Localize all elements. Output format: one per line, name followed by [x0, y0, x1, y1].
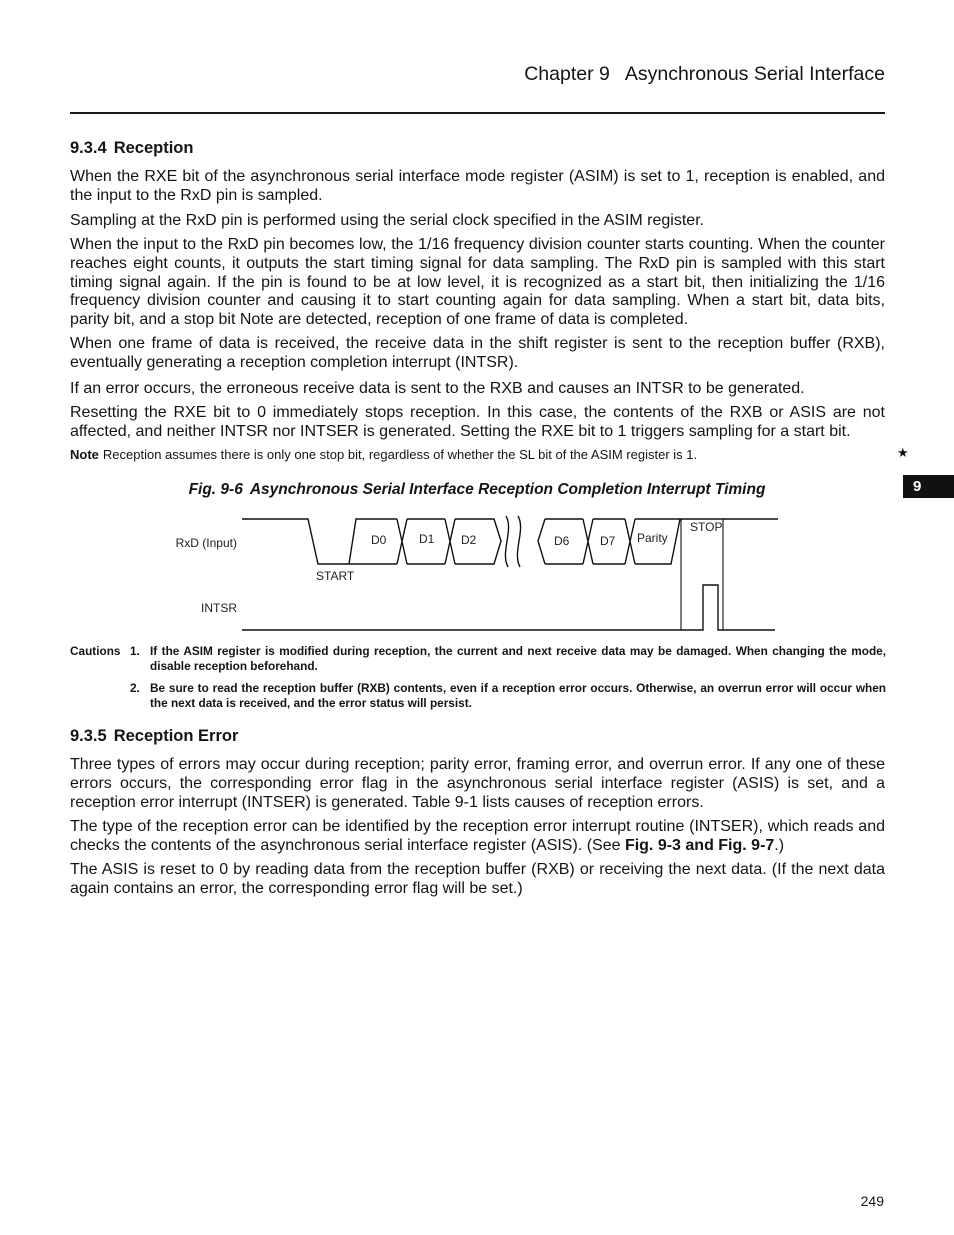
paragraph: When the input to the RxD pin becomes low, the 1/16 frequency division counter starts counting. When the counter reaches eight counts, it outputs the start timing signal for data sampling. The RxD pin is sampled with this start timing signal again. If the pin is found to be at low level, it is recognized as a start bit, then initializing the 1/16 frequency division counter and causing it to start counting again for data sampling. When a start bit, data bits, parity bit, and a stop bit Note are detected, reception of one frame of data is completed. — [70, 236, 885, 329]
section-heading-reception-error — [70, 726, 238, 746]
rxd-transition — [445, 519, 455, 564]
intsr-signal-label: INTSR — [201, 601, 237, 615]
section-number: 9.3.5 — [70, 727, 107, 745]
bit-label-start: START — [316, 569, 355, 583]
chapter-thumb-tab: 9 — [903, 475, 954, 498]
paragraph: When the RXE bit of the asynchronous serial interface mode register (ASIM) is set to 1, reception is enabled, and the input to the RxD pin is sampled. — [70, 168, 885, 204]
section-title: Reception — [113, 139, 194, 157]
cautions-label: Cautions — [70, 644, 121, 658]
paragraph: If an error occurs, the erroneous receive data is sent to the RXB and causes an INTSR to be generated. — [70, 380, 805, 397]
paragraph-text: .) — [774, 836, 785, 854]
caution-number: 1. — [130, 644, 140, 658]
paragraph: The ASIS is reset to 0 by reading data from the reception buffer (RXB) or receiving the next data. (If the next data again contains an error, the corresponding error flag will be set.) — [70, 861, 885, 897]
caution-number: 2. — [130, 681, 140, 695]
figure-title: Asynchronous Serial Interface Reception Completion Interrupt Timing — [249, 481, 766, 498]
paragraph: When one frame of data is received, the receive data in the shift register is sent to the reception buffer (RXB), eventually generating a reception completion interrupt (INTSR). — [70, 335, 885, 371]
paragraph-text: The type of the reception error can be identified by the reception error interrupt routine (INTSER), which reads and checks the contents of the asynchronous serial interface register (ASIS). (See — [70, 818, 885, 854]
figure-caption — [0, 481, 954, 499]
note-text: Reception assumes there is only one stop bit, regardless of whether the SL bit of the ASIM register is 1. — [102, 447, 698, 462]
chapter-number: Chapter 9 — [524, 63, 610, 85]
rxd-transition — [397, 519, 407, 564]
revision-star-icon: ★ — [897, 446, 909, 461]
paragraph: Resetting the RXE bit to 0 immediately stops reception. In this case, the contents of the RXB or ASIS are not affected, and neither INTSR nor INTSER is generated. Setting the RXE bit to 1 triggers sampling for a start bit. — [70, 404, 885, 440]
bit-label-stop: STOP — [690, 520, 723, 534]
bit-label-d7: D7 — [600, 534, 616, 548]
bit-label-parity: Parity — [637, 531, 668, 545]
rxd-transition — [583, 519, 593, 564]
figure-number: Fig. 9-6 — [188, 481, 243, 498]
paragraph — [70, 818, 885, 856]
paragraph: Three types of errors may occur during reception; parity error, framing error, and overrun error. If any one of these errors occurs, the corresponding error flag in the asynchronous serial interface register (ASIS) is set, and a reception error interrupt (INTSER) is generated. Table 9-1 lists causes of reception errors. — [70, 756, 885, 811]
bit-label-d0: D0 — [371, 533, 387, 547]
chapter-title: Asynchronous Serial Interface — [624, 63, 885, 85]
caution-text: Be sure to read the reception buffer (RXB) contents, even if a reception error occurs. Otherwise, an overrun error will occur when the next data is received, and the error status will persist. — [150, 681, 886, 710]
running-header — [524, 62, 885, 86]
caution-text: If the ASIM register is modified during reception, the current and next receive data may be damaged. When changing the mode, disable reception beforehand. — [150, 644, 886, 673]
bit-label-d6: D6 — [554, 534, 570, 548]
section-title: Reception Error — [113, 727, 239, 745]
paragraph: Sampling at the RxD pin is performed using the serial clock specified in the ASIM register. — [70, 212, 705, 229]
section-number: 9.3.4 — [70, 139, 107, 157]
rxd-break-mark — [505, 516, 520, 567]
note-label: Note — [70, 447, 99, 462]
rxd-start-bit — [242, 519, 350, 564]
intsr-pulse — [242, 585, 775, 630]
bit-label-d2: D2 — [461, 533, 477, 547]
bit-label-d1: D1 — [419, 532, 435, 546]
timing-diagram — [160, 500, 790, 645]
note — [70, 447, 697, 463]
header-rule — [70, 112, 885, 114]
section-heading-reception — [70, 138, 193, 158]
page-number: 249 — [860, 1193, 884, 1209]
rxd-signal-label: RxD (Input) — [175, 536, 237, 550]
rxd-transition — [625, 519, 635, 564]
figure-reference: Fig. 9-3 and Fig. 9-7 — [624, 836, 775, 854]
